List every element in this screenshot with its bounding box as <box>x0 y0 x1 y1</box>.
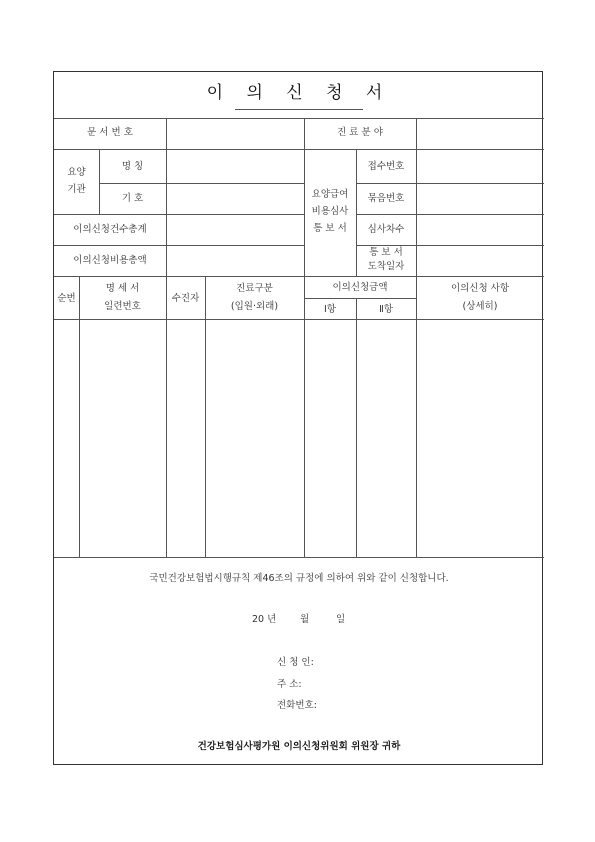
row-divider <box>54 245 304 246</box>
statement-text: 국민건강보험법시행규칙 제46조의 규정에 의하여 위와 같이 신청합니다. <box>149 573 449 584</box>
row-divider <box>304 298 416 299</box>
code-label: 기 호 <box>121 193 144 204</box>
doc-number-label: 문 서 번 호 <box>87 127 133 138</box>
col-divider <box>205 276 206 557</box>
title-underline <box>235 109 363 110</box>
col-divider <box>79 276 80 557</box>
notice-label: 비용심사 <box>311 206 349 217</box>
addressee: 건강보험심사평가원 이의신청위원회 위원장 귀하 <box>197 741 401 752</box>
institution-label: 기관 <box>67 184 86 195</box>
row-divider <box>54 118 544 119</box>
date-year: 20 년 <box>252 614 277 625</box>
form-title: 이 의 신 청 서 <box>206 83 392 103</box>
col-header-statement: 명 세 서 <box>105 283 140 294</box>
review-count-label: 심사차수 <box>367 224 405 235</box>
row-divider <box>99 183 304 184</box>
col-header-details: 이의신청 사항 <box>450 283 510 294</box>
row-divider <box>54 319 544 320</box>
col-header-seq: 순번 <box>57 293 76 304</box>
row-divider <box>54 276 544 277</box>
row-divider <box>356 183 544 184</box>
treatment-area-label: 진 료 분 야 <box>337 127 383 138</box>
institution-label: 요양 <box>67 167 86 178</box>
row-divider <box>54 214 304 215</box>
col-divider <box>304 276 305 557</box>
row-divider <box>54 149 544 150</box>
col-header-amount-1: Ⅰ항 <box>324 304 336 315</box>
col-header-patient: 수진자 <box>171 293 200 304</box>
row-divider <box>356 245 544 246</box>
col-header-amount: 이의신청금액 <box>332 282 388 293</box>
date-month: 월 <box>300 614 310 625</box>
col-divider <box>416 118 417 276</box>
col-header-care-type: 진료구분 <box>236 283 273 294</box>
col-divider <box>356 298 357 557</box>
col-header-amount-2: Ⅱ항 <box>379 304 393 315</box>
arrival-date-label: 도착일자 <box>367 261 405 272</box>
col-divider <box>416 276 417 557</box>
name-label: 명 칭 <box>121 161 144 172</box>
phone-label: 전화번호: <box>277 700 317 711</box>
col-divider <box>166 118 167 276</box>
total-cases-label: 이의신청건수총계 <box>73 224 147 235</box>
col-header-statement: 일련번호 <box>104 301 141 312</box>
col-header-care-type: (입원·외래) <box>230 301 279 312</box>
notice-label: 요양급여 <box>311 189 349 200</box>
row-divider <box>54 557 544 558</box>
date-day: 일 <box>336 614 346 625</box>
row-divider <box>356 214 544 215</box>
bundle-number-label: 묶음번호 <box>367 193 405 204</box>
notice-label: 통 보 서 <box>313 223 347 234</box>
col-header-details: (상세히) <box>462 301 498 312</box>
appeal-form <box>53 71 543 765</box>
address-label: 주 소: <box>277 679 302 690</box>
receipt-number-label: 접수번호 <box>367 161 405 172</box>
col-divider <box>166 276 167 557</box>
arrival-date-label: 통 보 서 <box>369 247 403 258</box>
total-amount-label: 이의신청비용총액 <box>73 255 147 266</box>
applicant-label: 신 청 인: <box>277 657 314 668</box>
